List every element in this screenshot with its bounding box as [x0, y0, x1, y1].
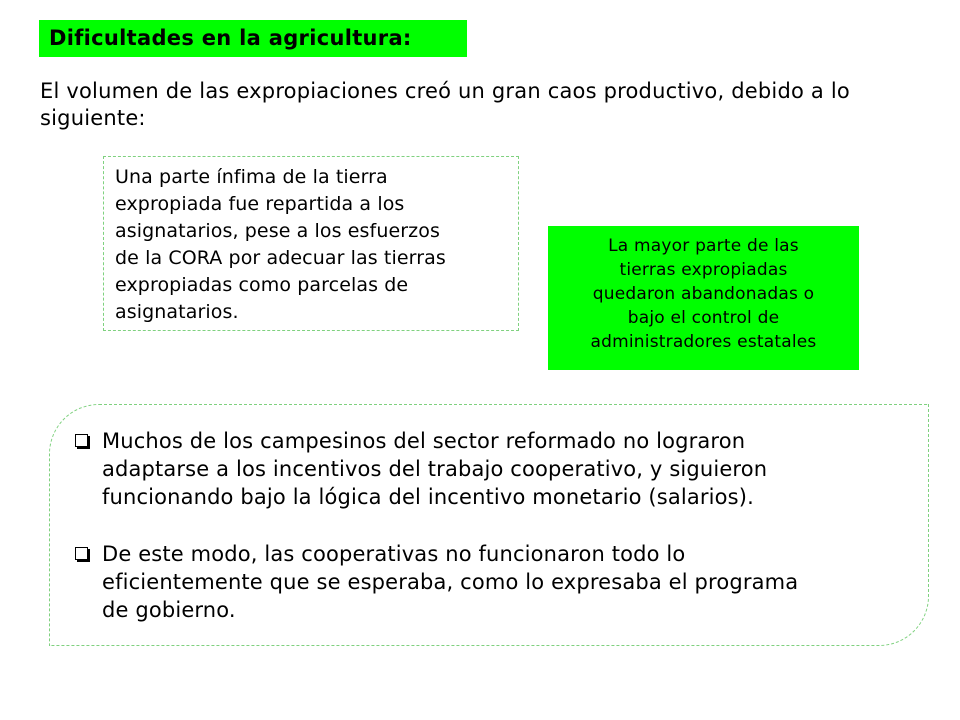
square-bullet-icon: [75, 434, 88, 447]
text-line: asignatarios, pese a los esfuerzos: [115, 220, 440, 242]
text-line: administradores estatales: [590, 332, 817, 352]
bullet-item: [75, 540, 915, 624]
text-line: de gobierno.: [102, 598, 236, 622]
text-line: funcionando bajo la lógica del incentivo monetario (salarios).: [102, 485, 754, 509]
text-line: asignatarios.: [115, 301, 239, 323]
section-title: [39, 20, 467, 57]
text-line: La mayor parte de las: [608, 236, 799, 256]
text-line: Una parte ínfima de la tierra: [115, 166, 388, 188]
land-distribution-box: [103, 156, 519, 331]
text-line: bajo el control de: [627, 308, 780, 328]
bullet-text: [102, 540, 915, 624]
text-line: de la CORA por adecuar las tierras: [115, 247, 446, 269]
text-line: expropiada fue repartida a los: [115, 193, 405, 215]
intro-paragraph: El volumen de las expropiaciones creó un gran caos productivo, debido a lo siguiente:: [40, 79, 850, 130]
square-bullet-icon: [75, 547, 88, 560]
abandoned-land-box: [548, 226, 859, 370]
text-line: Muchos de los campesinos del sector reformado no lograron: [102, 429, 746, 453]
section-title-text: Dificultades en la agricultura:: [49, 26, 412, 50]
bullet-item: [75, 427, 915, 511]
text-line: De este modo, las cooperativas no funcionaron todo lo: [102, 542, 686, 566]
text-line: expropiadas como parcelas de: [115, 274, 409, 296]
text-line: quedaron abandonadas o: [592, 284, 815, 304]
text-line: adaptarse a los incentivos del trabajo cooperativo, y siguieron: [102, 457, 768, 481]
text-line: tierras expropiadas: [619, 260, 788, 280]
text-line: eficientemente que se esperaba, como lo expresaba el programa: [102, 570, 799, 594]
bullet-text: [102, 427, 915, 511]
